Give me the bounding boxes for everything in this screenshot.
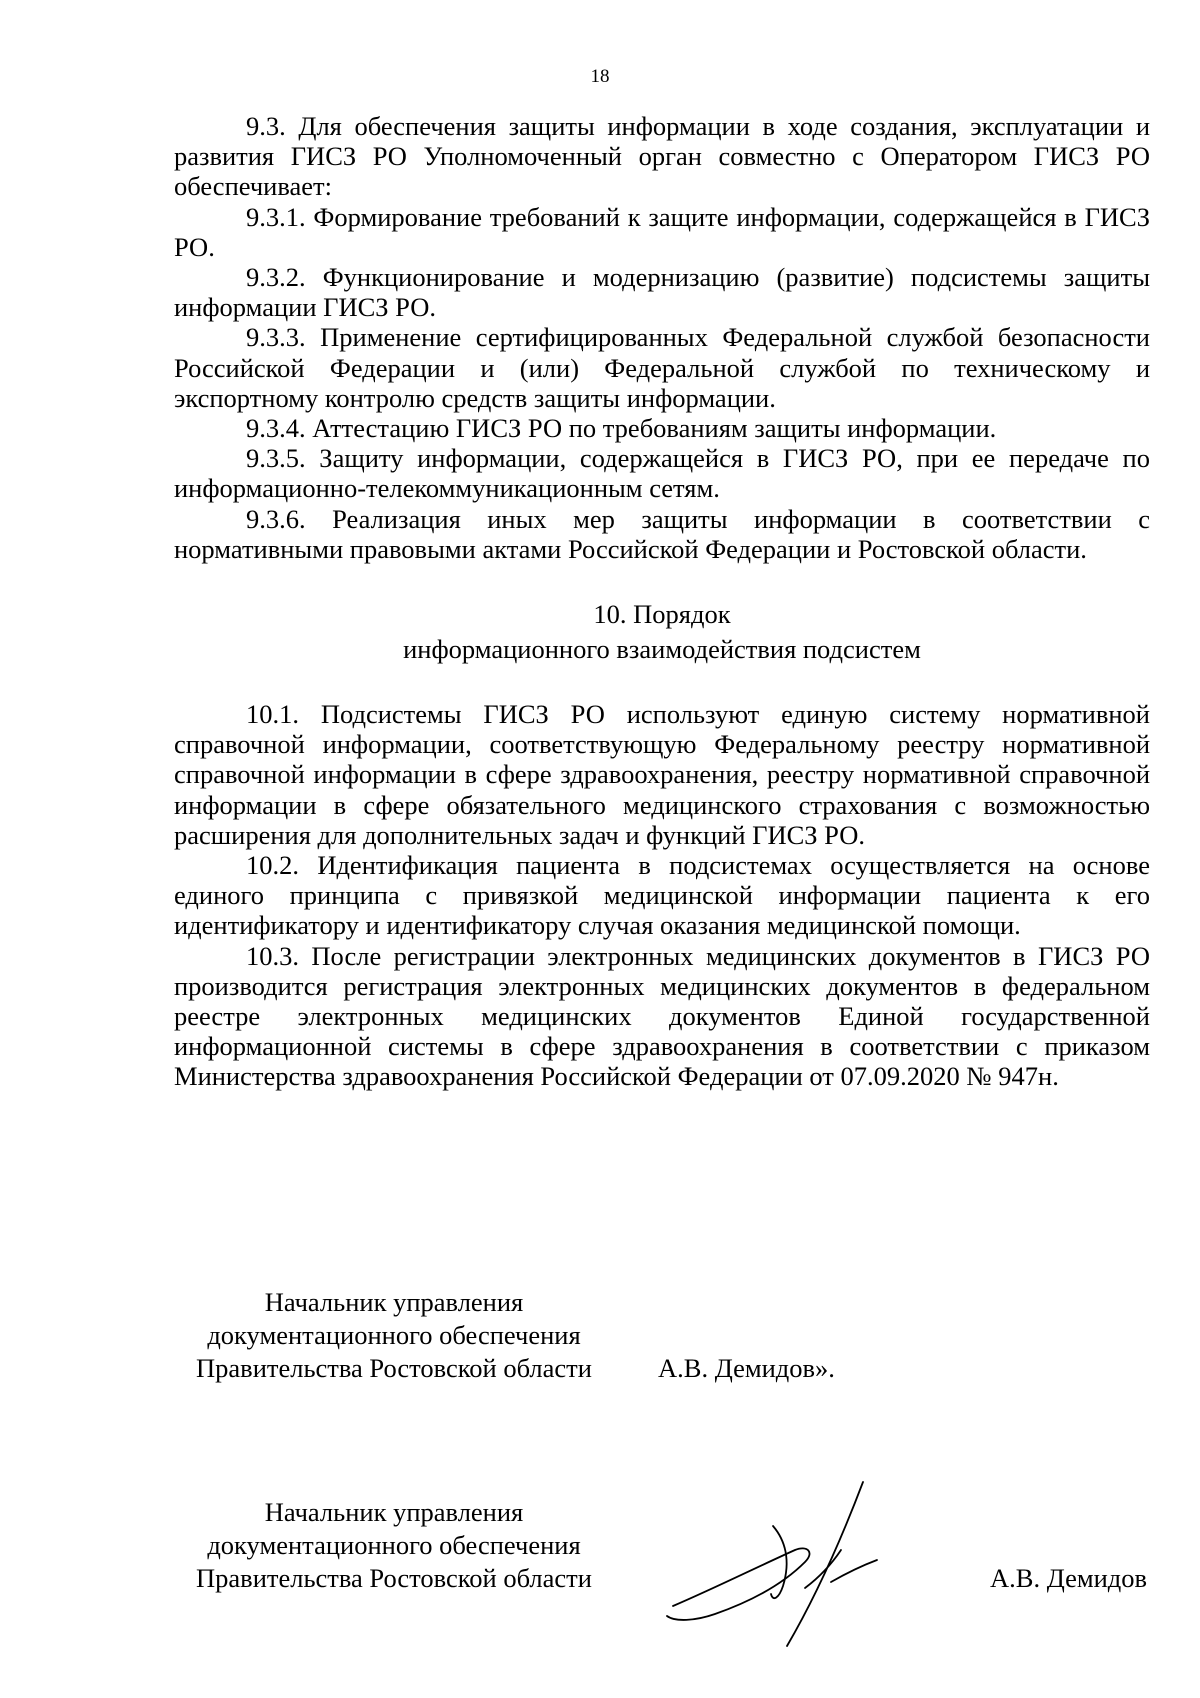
paragraph-9-3-2: 9.3.2. Функционирование и модернизацию (развитие) подсистемы защиты информации ГИСЗ РО. bbox=[174, 262, 1150, 323]
section-heading bbox=[174, 597, 1150, 667]
section-heading-title: информационного взаимодействия подсистем bbox=[403, 634, 921, 665]
signer-name: А.В. Демидов bbox=[990, 1563, 1148, 1593]
signature-stroke bbox=[787, 1482, 863, 1646]
paragraph-10-1: 10.1. Подсистемы ГИСЗ РО используют единую систему нормативной справочной информации, соответствующую Федеральному реестру нормативной справочной информации в сфере здравоохранения, реестру нормативной справочной информации в сфере обязательного медицинского страхования с возможностью расширения для дополнительных задач и функций ГИСЗ РО. bbox=[174, 699, 1150, 850]
paragraph-10-3: 10.3. После регистрации электронных медицинских документов в ГИСЗ РО производится регистрация электронных медицинских документов в федеральном реестре электронных медицинских документов Единой государственной информационной системы в сфере здравоохранения в соответствии с приказом Министерства здравоохранения Российской Федерации от 07.09.2020 № 947н. bbox=[174, 940, 1150, 1092]
signer-title-line-3: Правительства Ростовской области bbox=[196, 1563, 592, 1593]
signer-title-line-2: документационного обеспечения bbox=[207, 1530, 581, 1560]
handwritten-signature bbox=[655, 1470, 945, 1650]
signer-title-line-3: Правительства Ростовской области bbox=[196, 1353, 592, 1383]
signer-title-line-1: Начальник управления bbox=[264, 1287, 524, 1317]
signer-title-line-2: документационного обеспечения bbox=[207, 1320, 581, 1350]
paragraph-9-3-1: 9.3.1. Формирование требований к защите информации, содержащейся в ГИСЗ РО. bbox=[174, 201, 1150, 262]
document-body bbox=[174, 111, 1150, 1092]
page-number: 18 bbox=[590, 66, 610, 87]
paragraph-9-3-6: 9.3.6. Реализация иных мер защиты информации в соответствии с нормативными правовыми актами Российской Федерации и Ростовской области. bbox=[174, 503, 1150, 564]
paragraph-9-3-5: 9.3.5. Защиту информации, содержащейся в ГИСЗ РО, при ее передаче по информационно-телекоммуникационным сетям. bbox=[174, 443, 1150, 504]
signature-stroke bbox=[667, 1548, 810, 1620]
paragraph-9-3: 9.3. Для обеспечения защиты информации в ходе создания, эксплуатации и развития ГИСЗ РО Уполномоченный орган совместно с Оператором ГИСЗ РО обеспечивает: bbox=[174, 111, 1150, 202]
signer-title-line-1: Начальник управления bbox=[264, 1497, 524, 1527]
paragraph-9-3-3: 9.3.3. Применение сертифицированных Федеральной службой безопасности Российской Федерации и (или) Федеральной службой по техническому и экспортному контролю средств защиты информации. bbox=[174, 322, 1150, 413]
signature-stroke bbox=[805, 1550, 841, 1588]
signer-name: А.В. Демидов». bbox=[658, 1353, 835, 1383]
paragraph-9-3-4: 9.3.4. Аттестацию ГИСЗ РО по требованиям защиты информации. bbox=[246, 413, 997, 444]
section-heading-number: 10. Порядок bbox=[593, 599, 731, 630]
paragraph-10-2: 10.2. Идентификация пациента в подсистемах осуществляется на основе единого принципа с привязкой медицинской информации пациента к его идентификатору и идентификатору случая оказания медицинской помощи. bbox=[174, 850, 1150, 941]
signature-stroke bbox=[831, 1560, 877, 1582]
